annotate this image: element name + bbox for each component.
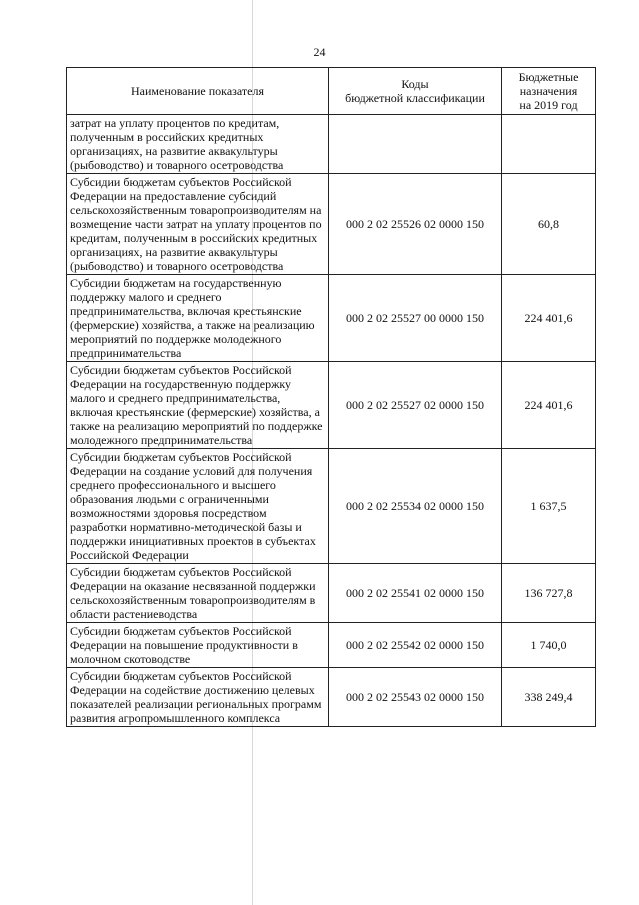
table-row: [67, 564, 596, 623]
row-name: Субсидии бюджетам субъектов Российской Федерации на содействие достижению целевых показателей реализации региональных программ развития агропромышленного комплекса: [67, 668, 329, 727]
row-value: 1 740,0: [502, 623, 596, 668]
row-code: 000 2 02 25534 02 0000 150: [329, 449, 502, 564]
header-budget-line3: на 2019 год: [519, 98, 578, 112]
row-value: 224 401,6: [502, 362, 596, 449]
row-name: Субсидии бюджетам на государственную поддержку малого и среднего предпринимательства, включая крестьянские (фермерские) хозяйства, а также на реализацию мероприятий по поддержке молодежного предпринимательства: [67, 275, 329, 362]
table-row: [67, 449, 596, 564]
table-row: [67, 115, 596, 174]
table-row: [67, 174, 596, 275]
budget-table: [66, 67, 596, 727]
row-value: 338 249,4: [502, 668, 596, 727]
row-value: 136 727,8: [502, 564, 596, 623]
row-code: 000 2 02 25526 02 0000 150: [329, 174, 502, 275]
table-row: [67, 668, 596, 727]
row-name: Субсидии бюджетам субъектов Российской Федерации на государственную поддержку малого и среднего предпринимательства, включая крестьянские (фермерские) хозяйства, а также на реализацию мероприятий по поддержке молодежного предпринимательства: [67, 362, 329, 449]
table-row: [67, 623, 596, 668]
row-code: 000 2 02 25543 02 0000 150: [329, 668, 502, 727]
row-code: 000 2 02 25527 02 0000 150: [329, 362, 502, 449]
header-codes-line1: Коды: [401, 77, 429, 91]
row-name: Субсидии бюджетам субъектов Российской Федерации на оказание несвязанной поддержки сельскохозяйственным товаропроизводителям в области растениеводства: [67, 564, 329, 623]
table-header-row: [67, 68, 596, 115]
header-budget-line2: назначения: [519, 84, 578, 98]
page-number: 24: [313, 45, 326, 59]
header-budget: [502, 68, 596, 115]
row-name: Субсидии бюджетам субъектов Российской Федерации на повышение продуктивности в молочном скотоводстве: [67, 623, 329, 668]
header-budget-line1: Бюджетные: [518, 70, 579, 84]
row-value: [502, 115, 596, 174]
row-value: 224 401,6: [502, 275, 596, 362]
table-row: [67, 275, 596, 362]
row-name: Субсидии бюджетам субъектов Российской Федерации на создание условий для получения среднего профессионального и высшего образования людьми с ограниченными возможностями здоровья посредством разработки нормативно-методической базы и поддержки инициативных проектов в субъектах Российской Федерации: [67, 449, 329, 564]
header-codes-line2: бюджетной классификации: [345, 91, 485, 105]
row-name: затрат на уплату процентов по кредитам, полученным в российских кредитных организациях, на развитие аквакультуры (рыбоводство) и товарного осетроводства: [67, 115, 329, 174]
row-value: 1 637,5: [502, 449, 596, 564]
row-code: 000 2 02 25541 02 0000 150: [329, 564, 502, 623]
row-code: 000 2 02 25527 00 0000 150: [329, 275, 502, 362]
header-name: Наименование показателя: [67, 68, 329, 115]
row-value: 60,8: [502, 174, 596, 275]
row-code: 000 2 02 25542 02 0000 150: [329, 623, 502, 668]
row-name: Субсидии бюджетам субъектов Российской Федерации на предоставление субсидий сельскохозяйственным товаропроизводителям на возмещение части затрат на уплату процентов по кредитам, полученным в российских кредитных организациях, на развитие аквакультуры (рыбоводство) и товарного осетроводства: [67, 174, 329, 275]
table-row: [67, 362, 596, 449]
row-code: [329, 115, 502, 174]
header-codes: [329, 68, 502, 115]
